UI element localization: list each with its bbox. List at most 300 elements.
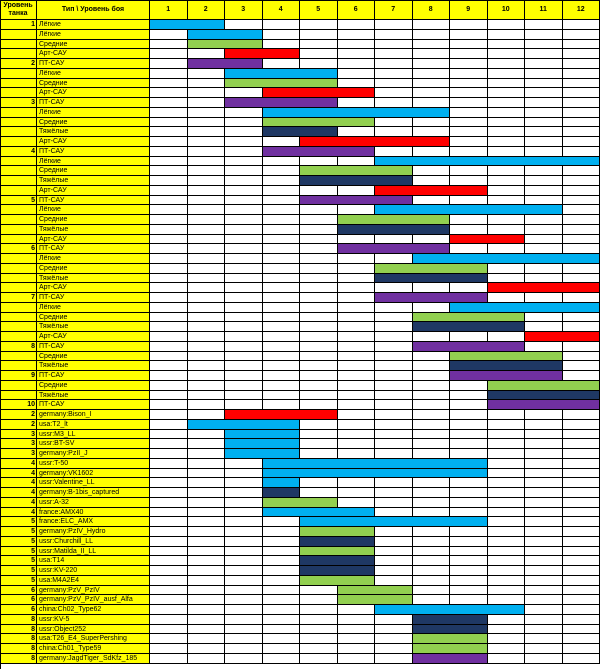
grid-cell <box>188 88 226 98</box>
grid-cell <box>488 196 526 206</box>
grid-cell <box>375 332 413 342</box>
grid-cell <box>563 615 600 625</box>
grid-cell <box>488 225 526 235</box>
grid-cell <box>225 576 263 586</box>
grid-cell <box>525 40 563 50</box>
grid-cell <box>225 527 263 537</box>
tank-tier-cell <box>0 205 37 215</box>
grid-cell <box>488 274 526 284</box>
tank-tier-cell: 8 <box>0 342 37 352</box>
row-label: ussr:Matilda_II_LL <box>37 547 150 557</box>
grid-cell <box>263 332 301 342</box>
grid-cell <box>338 478 376 488</box>
grid-cell <box>150 352 188 362</box>
grid-cell <box>300 49 338 59</box>
tank-tier-cell: 5 <box>0 576 37 586</box>
row-label: Тяжёлые <box>37 127 150 137</box>
row-label: Средние <box>37 166 150 176</box>
grid-cell <box>150 147 188 157</box>
row-label: Средние <box>37 40 150 50</box>
battle-range-bar <box>300 137 450 147</box>
grid-cell <box>450 547 488 557</box>
grid-cell <box>300 186 338 196</box>
grid-cell <box>188 391 226 401</box>
grid-cell <box>375 352 413 362</box>
grid-cell <box>300 225 338 235</box>
grid-cell <box>488 137 526 147</box>
grid-cell <box>300 20 338 30</box>
grid-cell <box>488 449 526 459</box>
grid-cell <box>300 400 338 410</box>
grid-cell <box>413 59 451 69</box>
grid-cell <box>188 410 226 420</box>
row-label: ussr:Churchill_LL <box>37 537 150 547</box>
grid-cell <box>563 127 600 137</box>
grid-cell <box>525 595 563 605</box>
grid-cell <box>300 293 338 303</box>
grid-cell <box>488 49 526 59</box>
grid-cell <box>225 654 263 664</box>
grid-cell <box>225 303 263 313</box>
grid-cell <box>225 556 263 566</box>
grid-cell <box>225 391 263 401</box>
grid-cell <box>413 147 451 157</box>
grid-cell <box>488 644 526 654</box>
battle-range-bar <box>413 322 526 332</box>
grid-cell <box>563 537 600 547</box>
tank-tier-cell: 4 <box>0 508 37 518</box>
grid-cell <box>563 576 600 586</box>
grid-cell <box>225 537 263 547</box>
grid-cell <box>300 274 338 284</box>
grid-cell <box>225 166 263 176</box>
header-level: 9 <box>450 0 488 20</box>
grid-cell <box>450 244 488 254</box>
grid-cell <box>375 644 413 654</box>
grid-cell <box>525 88 563 98</box>
grid-cell <box>150 196 188 206</box>
battle-range-bar <box>225 410 338 420</box>
grid-cell <box>450 410 488 420</box>
grid-cell <box>525 537 563 547</box>
grid-cell <box>525 410 563 420</box>
grid-cell <box>188 196 226 206</box>
header-tank-tier: Уровень танка <box>0 0 37 20</box>
grid-cell <box>375 547 413 557</box>
grid-cell <box>225 283 263 293</box>
grid-cell <box>525 49 563 59</box>
battle-range-bar <box>300 556 375 566</box>
grid-cell <box>450 556 488 566</box>
grid-cell <box>338 381 376 391</box>
tank-tier-cell <box>0 49 37 59</box>
row-label: Лёгкие <box>37 254 150 264</box>
battle-range-bar <box>450 352 563 362</box>
grid-cell <box>263 537 301 547</box>
grid-cell <box>188 303 226 313</box>
row-label: Лёгкие <box>37 157 150 167</box>
grid-cell <box>488 40 526 50</box>
grid-cell <box>450 508 488 518</box>
battle-range-bar <box>488 391 600 401</box>
battle-range-bar <box>413 313 526 323</box>
grid-cell <box>188 508 226 518</box>
grid-cell <box>413 332 451 342</box>
grid-cell <box>413 69 451 79</box>
grid-cell <box>225 186 263 196</box>
battle-range-bar <box>225 98 338 108</box>
grid-cell <box>563 30 600 40</box>
header-level: 11 <box>525 0 563 20</box>
grid-cell <box>225 625 263 635</box>
grid-cell <box>188 595 226 605</box>
battle-range-bar <box>375 293 488 303</box>
grid-cell <box>488 527 526 537</box>
battle-range-bar <box>413 654 488 664</box>
grid-cell <box>488 615 526 625</box>
grid-cell <box>300 332 338 342</box>
tank-tier-cell <box>0 254 37 264</box>
row-label: germany:Bison_I <box>37 410 150 420</box>
grid-cell <box>150 586 188 596</box>
tank-tier-cell: 5 <box>0 556 37 566</box>
grid-cell <box>300 381 338 391</box>
grid-cell <box>338 157 376 167</box>
grid-cell <box>300 30 338 40</box>
tank-tier-cell: 3 <box>0 430 37 440</box>
grid-cell <box>563 595 600 605</box>
grid-cell <box>488 186 526 196</box>
grid-cell <box>300 361 338 371</box>
grid-cell <box>263 157 301 167</box>
grid-cell <box>150 59 188 69</box>
grid-cell <box>375 566 413 576</box>
tank-tier-cell <box>0 127 37 137</box>
grid-cell <box>300 59 338 69</box>
tank-tier-cell: 4 <box>0 478 37 488</box>
grid-cell <box>525 127 563 137</box>
tank-tier-cell: 8 <box>0 625 37 635</box>
row-label: Средние <box>37 313 150 323</box>
grid-cell <box>338 20 376 30</box>
grid-cell <box>188 49 226 59</box>
grid-cell <box>563 547 600 557</box>
grid-cell <box>150 634 188 644</box>
grid-cell <box>488 215 526 225</box>
battle-range-bar <box>450 235 525 245</box>
grid-cell <box>150 478 188 488</box>
grid-cell <box>188 244 226 254</box>
battle-range-bar <box>300 517 488 527</box>
grid-cell <box>263 322 301 332</box>
grid-cell <box>225 595 263 605</box>
row-label: ussr:M3_LL <box>37 430 150 440</box>
grid-cell <box>413 303 451 313</box>
grid-cell <box>525 79 563 89</box>
grid-cell <box>188 430 226 440</box>
grid-cell <box>225 469 263 479</box>
header-level: 7 <box>375 0 413 20</box>
grid-cell <box>488 586 526 596</box>
tank-tier-cell <box>0 137 37 147</box>
grid-cell <box>375 127 413 137</box>
grid-cell <box>563 605 600 615</box>
battle-range-bar <box>150 20 225 30</box>
row-label: ussr:A-32 <box>37 498 150 508</box>
grid-cell <box>375 400 413 410</box>
grid-cell <box>263 30 301 40</box>
grid-cell <box>150 225 188 235</box>
grid-cell <box>450 586 488 596</box>
grid-cell <box>563 634 600 644</box>
tank-tier-cell: 10 <box>0 400 37 410</box>
grid-cell <box>563 59 600 69</box>
grid-cell <box>225 293 263 303</box>
grid-cell <box>525 488 563 498</box>
grid-cell <box>188 556 226 566</box>
row-label: germany:PzII_J <box>37 449 150 459</box>
grid-cell <box>300 439 338 449</box>
grid-cell <box>488 166 526 176</box>
tank-tier-cell: 4 <box>0 488 37 498</box>
grid-cell <box>338 410 376 420</box>
grid-cell <box>563 274 600 284</box>
grid-cell <box>225 547 263 557</box>
battle-range-bar <box>300 527 375 537</box>
header-level: 1 <box>150 0 188 20</box>
tank-tier-cell <box>0 381 37 391</box>
grid-cell <box>338 303 376 313</box>
grid-cell <box>188 352 226 362</box>
grid-cell <box>188 137 226 147</box>
header-level: 12 <box>563 0 600 20</box>
grid-cell <box>188 186 226 196</box>
tank-tier-cell <box>0 118 37 128</box>
grid-cell <box>300 215 338 225</box>
grid-cell <box>375 391 413 401</box>
grid-cell <box>225 254 263 264</box>
grid-cell <box>375 576 413 586</box>
grid-cell <box>150 283 188 293</box>
grid-cell <box>563 342 600 352</box>
grid-cell <box>263 595 301 605</box>
grid-cell <box>563 147 600 157</box>
grid-cell <box>525 449 563 459</box>
grid-cell <box>450 498 488 508</box>
grid-cell <box>300 391 338 401</box>
row-label: ПТ-САУ <box>37 371 150 381</box>
grid-cell <box>338 30 376 40</box>
grid-cell <box>450 20 488 30</box>
grid-cell <box>300 283 338 293</box>
grid-cell <box>338 274 376 284</box>
tank-tier-cell <box>0 313 37 323</box>
battle-range-bar <box>300 176 413 186</box>
battle-range-bar <box>263 478 301 488</box>
grid-cell <box>450 176 488 186</box>
grid-cell <box>413 176 451 186</box>
grid-cell <box>525 430 563 440</box>
grid-cell <box>188 498 226 508</box>
grid-cell <box>150 137 188 147</box>
grid-cell <box>375 556 413 566</box>
grid-cell <box>488 98 526 108</box>
battle-range-bar <box>488 400 600 410</box>
tank-tier-cell: 8 <box>0 634 37 644</box>
grid-cell <box>150 361 188 371</box>
grid-cell <box>375 303 413 313</box>
battle-range-bar <box>338 225 451 235</box>
grid-cell <box>563 118 600 128</box>
grid-cell <box>188 381 226 391</box>
tank-tier-cell: 6 <box>0 595 37 605</box>
grid-cell <box>488 488 526 498</box>
grid-cell <box>300 595 338 605</box>
grid-cell <box>563 176 600 186</box>
grid-cell <box>375 20 413 30</box>
grid-cell <box>488 595 526 605</box>
grid-cell <box>450 400 488 410</box>
grid-cell <box>450 430 488 440</box>
grid-cell <box>488 30 526 40</box>
grid-cell <box>563 264 600 274</box>
grid-cell <box>488 430 526 440</box>
tank-tier-cell <box>0 235 37 245</box>
grid-cell <box>188 654 226 664</box>
grid-cell <box>488 127 526 137</box>
row-label: Средние <box>37 381 150 391</box>
tank-tier-cell: 6 <box>0 244 37 254</box>
grid-cell <box>188 527 226 537</box>
grid-cell <box>488 478 526 488</box>
row-label: Лёгкие <box>37 205 150 215</box>
grid-cell <box>150 644 188 654</box>
grid-cell <box>150 127 188 137</box>
header-level: 5 <box>300 0 338 20</box>
row-label: Тяжёлые <box>37 322 150 332</box>
grid-cell <box>150 371 188 381</box>
header-level: 10 <box>488 0 526 20</box>
grid-cell <box>375 420 413 430</box>
grid-cell <box>450 137 488 147</box>
row-label: ПТ-САУ <box>37 400 150 410</box>
grid-cell <box>263 235 301 245</box>
row-label: ussr:Object252 <box>37 625 150 635</box>
grid-cell <box>300 586 338 596</box>
grid-cell <box>563 527 600 537</box>
grid-cell <box>488 439 526 449</box>
battle-range-bar <box>413 625 488 635</box>
grid-cell <box>563 166 600 176</box>
grid-cell <box>188 118 226 128</box>
grid-cell <box>413 283 451 293</box>
grid-cell <box>338 361 376 371</box>
grid-cell <box>338 59 376 69</box>
grid-cell <box>150 264 188 274</box>
grid-cell <box>225 176 263 186</box>
grid-cell <box>450 127 488 137</box>
battle-range-bar <box>338 215 451 225</box>
grid-cell <box>375 654 413 664</box>
grid-cell <box>450 59 488 69</box>
grid-cell <box>188 566 226 576</box>
grid-cell <box>488 547 526 557</box>
grid-cell <box>263 634 301 644</box>
grid-cell <box>563 566 600 576</box>
grid-cell <box>263 176 301 186</box>
battle-range-bar <box>188 420 301 430</box>
tank-tier-cell <box>0 283 37 293</box>
grid-cell <box>225 225 263 235</box>
grid-cell <box>525 264 563 274</box>
grid-cell <box>263 59 301 69</box>
grid-cell <box>225 400 263 410</box>
row-label: Средние <box>37 215 150 225</box>
grid-cell <box>300 313 338 323</box>
row-label: germany:JagdTiger_SdKfz_185 <box>37 654 150 664</box>
row-label: ussr:KV-220 <box>37 566 150 576</box>
grid-cell <box>413 381 451 391</box>
grid-cell <box>150 322 188 332</box>
grid-cell <box>375 313 413 323</box>
grid-cell <box>450 439 488 449</box>
battle-range-bar <box>375 157 600 167</box>
grid-cell <box>188 586 226 596</box>
grid-cell <box>225 264 263 274</box>
grid-cell <box>150 108 188 118</box>
tank-tier-cell <box>0 88 37 98</box>
grid-cell <box>150 381 188 391</box>
grid-cell <box>525 517 563 527</box>
row-label: Лёгкие <box>37 20 150 30</box>
grid-cell <box>413 196 451 206</box>
grid-cell <box>525 166 563 176</box>
tank-tier-cell <box>0 157 37 167</box>
grid-cell <box>413 371 451 381</box>
battle-range-bar <box>413 615 488 625</box>
grid-cell <box>150 69 188 79</box>
grid-cell <box>563 186 600 196</box>
grid-cell <box>300 157 338 167</box>
grid-cell <box>188 108 226 118</box>
tank-tier-cell: 5 <box>0 196 37 206</box>
row-label: ПТ-САУ <box>37 59 150 69</box>
row-label: usa:T26_E4_SuperPershing <box>37 634 150 644</box>
tank-tier-cell <box>0 69 37 79</box>
grid-cell <box>225 644 263 654</box>
grid-cell <box>300 615 338 625</box>
grid-cell <box>188 274 226 284</box>
battle-range-bar <box>263 108 451 118</box>
grid-cell <box>338 205 376 215</box>
row-label: france:AMX40 <box>37 508 150 518</box>
grid-cell <box>563 196 600 206</box>
tank-tier-cell <box>0 274 37 284</box>
battle-range-bar <box>338 595 413 605</box>
grid-cell <box>150 88 188 98</box>
grid-cell <box>263 400 301 410</box>
grid-cell <box>338 488 376 498</box>
grid-cell <box>413 235 451 245</box>
grid-cell <box>338 79 376 89</box>
grid-cell <box>225 332 263 342</box>
grid-cell <box>263 196 301 206</box>
grid-cell <box>188 166 226 176</box>
grid-cell <box>150 313 188 323</box>
grid-cell <box>563 40 600 50</box>
grid-cell <box>263 274 301 284</box>
grid-cell <box>375 527 413 537</box>
